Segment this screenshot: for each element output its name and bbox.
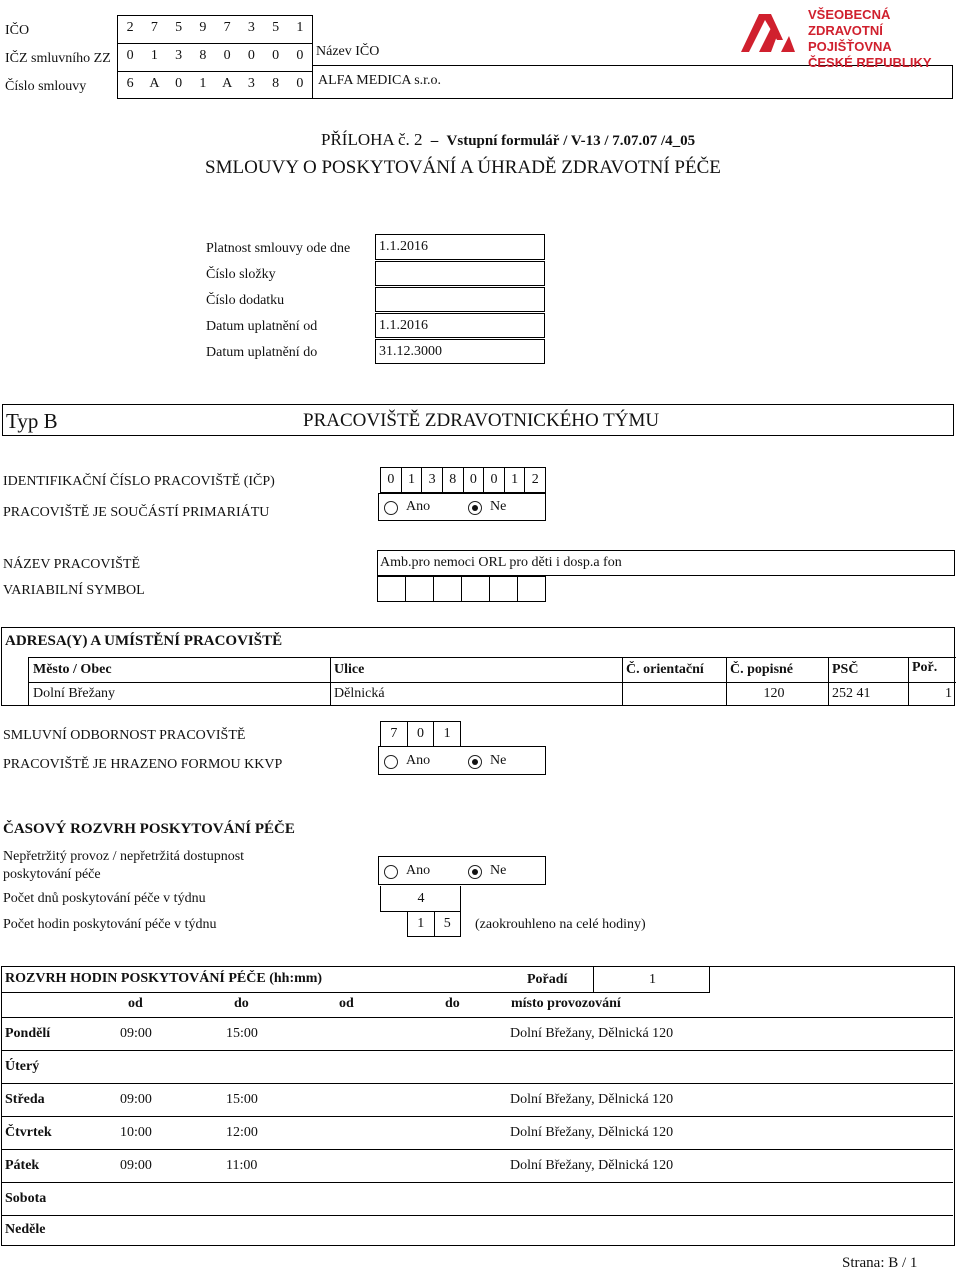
hours-cell-misto: Dolní Břežany, Dělnická 120 [510,1092,674,1107]
nazev-pracoviste-label: NÁZEV PRACOVIŠTĚ [3,557,141,572]
slozka-field [375,261,545,286]
odbornost-digits [380,721,461,747]
primariat-ne-label: Ne [490,499,507,514]
dny-field [380,886,461,912]
hours-cell-misto: Dolní Břežany, Dělnická 120 [510,1026,674,1041]
smlouva-label: Číslo smlouvy [5,79,87,94]
hours-row [2,1083,953,1116]
dny-label: Počet dnů poskytování péče v týdnu [3,891,206,906]
icp-digits [380,467,546,493]
digit-cell: 3 [422,468,443,492]
digit-cell: 1 [443,726,451,741]
vs-cell [490,577,518,601]
hours-table [1,966,955,1246]
digit-cell: 5 [443,916,451,931]
digit-cell: 0 [296,48,304,63]
vs-cell [518,577,545,601]
nazev-pracoviste-value: Amb.pro nemoci ORL pro děti i dosp.a fon [380,555,622,570]
nonstop-ne-label: Ne [490,863,507,878]
poradi-value: 1 [649,972,656,987]
day-label: Čtvrtek [5,1125,52,1140]
hours-row [2,1215,953,1245]
slozka-label: Číslo složky [206,267,276,282]
digit-cell: 2 [531,472,539,487]
col-divider [828,658,829,705]
day-label: Sobota [5,1191,47,1206]
digit-cell: 0 [247,48,255,63]
address-popisne: 120 [763,686,785,701]
vs-field [377,576,546,602]
dny-value: 4 [417,891,425,906]
vzp-logo-text [808,7,960,71]
icp-label: IDENTIFIKAČNÍ ČÍSLO PRACOVIŠTĚ (IČP) [3,474,275,489]
nonstop-radio-group [378,856,546,885]
primariat-ne-radio[interactable] [468,500,482,516]
address-mesto: Dolní Břežany [33,686,116,701]
digit-cell: 1 [199,76,207,91]
digit-cell: A [149,76,160,91]
digit-cell: 2 [126,20,134,35]
col-header-popisne: Č. popisné [730,662,794,677]
hours-row [2,1182,953,1215]
ico-label: IČO [5,23,30,38]
col-header-mesto: Město / Obec [33,662,112,677]
digit-cell: 7 [150,20,158,35]
digit-cell: 0 [408,722,435,746]
logo-line-1: VŠEOBECNÁ [808,7,891,22]
poradi-label: Pořadí [527,972,568,987]
col-header-poradi: Poř. [912,660,938,675]
vs-cell [462,577,490,601]
logo-line-2: ZDRAVOTNÍ POJIŠŤOVNA [808,23,892,54]
hodiny-digits [407,911,461,937]
nazev-ico-label: Název IČO [316,44,380,59]
odbornost-label: SMLUVNÍ ODBORNOST PRACOVIŠTĚ [3,728,246,743]
hours-cell-od1: 09:00 [120,1092,152,1107]
kkvp-ano-label: Ano [406,753,431,768]
icz-digits [118,44,312,72]
hours-row [2,1149,953,1182]
platnost-value: 1.1.2016 [379,239,428,254]
uplatneni-do-label: Datum uplatnění do [206,345,318,360]
uplatneni-do-value: 31.12.3000 [379,344,442,359]
nonstop-label-2: poskytování péče [3,867,101,882]
typ-label: Typ B [6,409,58,433]
vs-cell [406,577,434,601]
address-poradi: 1 [945,686,952,701]
primariat-radio-group [378,493,546,521]
hodiny-label: Počet hodin poskytování péče v týdnu [3,917,217,932]
day-label: Pátek [5,1158,40,1173]
primariat-label: PRACOVIŠTĚ JE SOUČÁSTÍ PRIMARIÁTU [3,505,270,520]
smlouvy-title: SMLOUVY O POSKYTOVÁNÍ A ÚHRADĚ ZDRAVOTNÍ PÉČE [205,157,721,178]
platnost-label: Platnost smlouvy ode dne [206,241,351,256]
nonstop-label-1: Nepřetržitý provoz / nepřetržitá dostupnost [3,849,245,864]
typ-heading: PRACOVIŠTĚ ZDRAVOTNICKÉHO TÝMU [303,410,660,431]
dodatek-label: Číslo dodatku [206,293,285,308]
hours-cell-misto: Dolní Břežany, Dělnická 120 [510,1125,674,1140]
header-id-grid [117,15,313,99]
nonstop-ano-radio[interactable] [384,864,398,880]
address-divider [29,682,956,683]
uplatneni-do-field [375,339,545,364]
col-header-ulice: Ulice [334,662,365,677]
digit-cell: 0 [381,468,402,492]
schedule-heading: ČASOVÝ ROZVRH POSKYTOVÁNÍ PÉČE [3,821,295,837]
kkvp-ano-radio[interactable] [384,754,398,770]
hours-title-divider [2,992,709,993]
digit-cell: 1 [505,468,526,492]
hours-title-vline [593,967,594,993]
digit-cell: 3 [247,20,255,35]
col-divider [622,658,623,705]
priloha-title: PŘÍLOHA č. 2 – Vstupní formulář / V-13 / 7.07.07 /4_05 [321,130,696,149]
digit-cell: 8 [443,468,464,492]
hours-row [2,1050,953,1083]
kkvp-ne-radio[interactable] [468,754,482,770]
col-divider [330,658,331,705]
icz-label: IČZ smluvního ZZ [5,51,111,66]
hours-row [2,1017,953,1050]
hours-cell-do1: 15:00 [226,1026,258,1041]
digit-cell: 0 [464,468,485,492]
dodatek-field [375,287,545,312]
col-header-misto: místo provozování [511,996,621,1011]
priloha-prefix: PŘÍLOHA č. 2 [321,130,423,149]
typ-header [2,404,954,436]
page-number: Strana: B / 1 [842,1255,918,1271]
smlouva-digits [118,72,312,99]
uplatneni-od-label: Datum uplatnění od [206,319,318,334]
address-heading: ADRESA(Y) A UMÍSTĚNÍ PRACOVIŠTĚ [5,633,283,649]
digit-cell: 1 [402,468,423,492]
day-label: Středa [5,1092,45,1107]
digit-cell: 8 [199,48,207,63]
nonstop-ne-radio[interactable] [468,864,482,880]
hours-row [2,1116,953,1149]
digit-cell: 0 [272,48,280,63]
day-label: Neděle [5,1222,46,1237]
hours-title: ROZVRH HODIN POSKYTOVÁNÍ PÉČE (hh:mm) [5,971,323,986]
address-section [1,627,955,706]
logo-line-3: ČESKÉ REPUBLIKY [808,55,932,70]
address-table [28,657,956,705]
col-header-psc: PSČ [832,662,859,677]
ico-digits [118,16,312,44]
address-ulice: Dělnická [334,686,385,701]
digit-cell: 0 [484,468,505,492]
nazev-pracoviste-field [377,550,955,576]
digit-cell: 1 [408,912,435,936]
vs-cell [378,577,406,601]
priloha-rest: Vstupní formulář / V-13 / 7.07.07 /4_05 [446,133,696,149]
primariat-ano-label: Ano [406,499,431,514]
hours-cell-od1: 10:00 [120,1125,152,1140]
hours-cell-do1: 15:00 [226,1092,258,1107]
col-header-orientacni: Č. orientační [626,662,704,677]
kkvp-ne-label: Ne [490,753,507,768]
hours-cell-do1: 11:00 [226,1158,258,1173]
vs-label: VARIABILNÍ SYMBOL [3,583,145,598]
digit-cell: 7 [223,20,231,35]
day-label: Úterý [5,1059,40,1074]
digit-cell: 1 [296,20,304,35]
hodiny-note: (zaokrouhleno na celé hodiny) [475,917,646,932]
digit-cell: 7 [381,722,408,746]
platnost-field [375,234,545,260]
digit-cell: 8 [272,76,280,91]
digit-cell: 0 [175,76,183,91]
digit-cell: 1 [150,48,158,63]
vs-cell [434,577,462,601]
vzp-logo-icon [737,6,797,56]
hours-cell-od1: 09:00 [120,1158,152,1173]
digit-cell: A [222,76,233,91]
uplatneni-od-field [375,313,545,338]
nazev-ico-value: ALFA MEDICA s.r.o. [318,73,442,88]
digit-cell: 5 [175,20,183,35]
address-psc: 252 41 [832,686,871,701]
nonstop-ano-label: Ano [406,863,431,878]
primariat-ano-radio[interactable] [384,500,398,516]
col-header-do-1: do [234,996,249,1011]
hours-cell-misto: Dolní Břežany, Dělnická 120 [510,1158,674,1173]
kkvp-radio-group [378,746,546,775]
col-header-do-2: do [445,996,460,1011]
kkvp-label: PRACOVIŠTĚ JE HRAZENO FORMOU KKVP [3,757,283,772]
digit-cell: 6 [126,76,134,91]
uplatneni-od-value: 1.1.2016 [379,318,428,333]
digit-cell: 3 [247,76,255,91]
digit-cell: 0 [126,48,134,63]
day-label: Pondělí [5,1026,51,1041]
digit-cell: 3 [175,48,183,63]
hours-cell-od1: 09:00 [120,1026,152,1041]
digit-cell: 9 [199,20,207,35]
digit-cell: 0 [223,48,231,63]
digit-cell: 0 [296,76,304,91]
col-header-od-1: od [128,996,143,1011]
hours-title-vline [709,967,710,993]
col-header-od-2: od [339,996,354,1011]
digit-cell: 5 [272,20,280,35]
hours-cell-do1: 12:00 [226,1125,258,1140]
